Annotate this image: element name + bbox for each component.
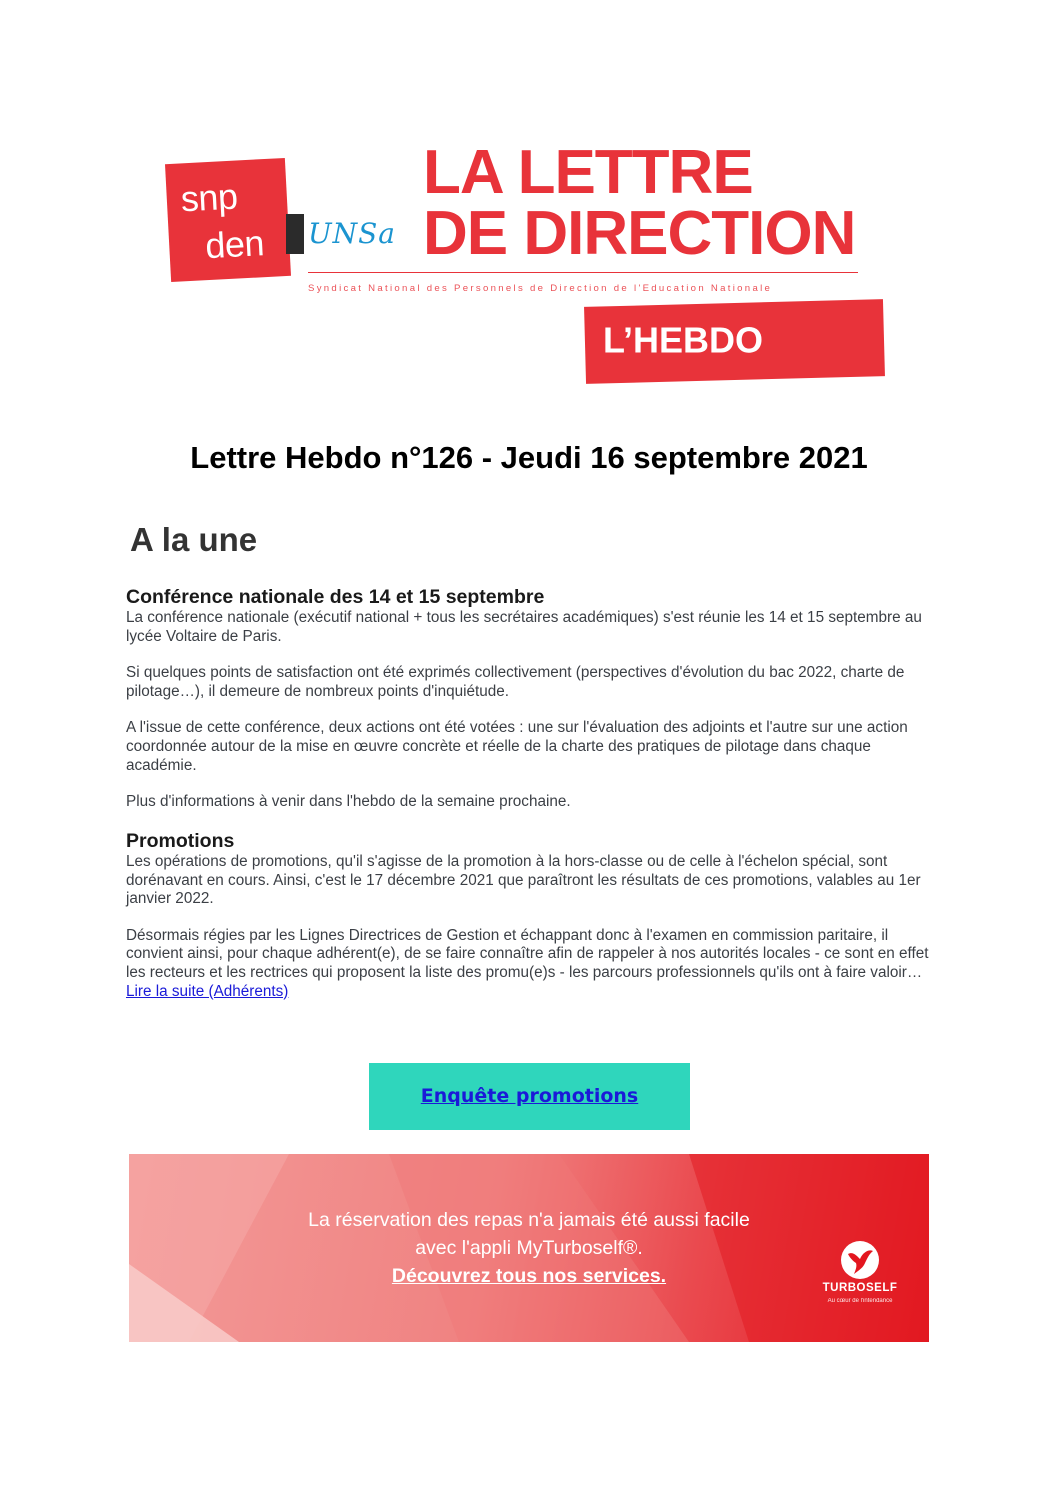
section-title: A la une: [130, 521, 258, 558]
newsletter-header: [0, 0, 1058, 400]
banner-message: [129, 1206, 929, 1290]
article-conference: [126, 585, 936, 830]
issue-title: Lettre Hebdo n°126 - Jeudi 16 septembre 2021: [190, 440, 868, 475]
article-paragraph: A l'issue de cette conférence, deux actions ont été votées : une sur l'évaluation des adjoints et l'autre sur une action coordonnée autour de la mise en œuvre concrète et réelle de la charte des pratiques de pilotage dans chaque académie.: [126, 719, 908, 774]
article-paragraph: La conférence nationale (exécutif national + tous les secrétaires académiques) s'est réunie les 14 et 15 septembre au lycée Voltaire de Paris.: [126, 609, 922, 645]
article-paragraph: Si quelques points de satisfaction ont été exprimés collectivement (perspectives d'évolution du bac 2022, charte de pilotage…), il demeure de nombreux points d'inquiétude.: [126, 664, 905, 700]
survey-promotions-label[interactable]: Enquête promotions: [420, 1085, 639, 1107]
masthead-divider: [308, 272, 858, 273]
unsa-logo-dark-block: [286, 214, 304, 254]
logo-line-1: snp: [179, 175, 239, 220]
turboself-ad-banner[interactable]: [129, 1154, 929, 1342]
article-paragraph-with-link: [126, 927, 936, 1001]
turboself-brand: TURBOSELF: [822, 1282, 898, 1294]
hummingbird-icon: [839, 1240, 881, 1280]
article-title: Promotions: [126, 830, 235, 852]
unsa-logo: [286, 214, 400, 254]
article-paragraph-text: Désormais régies par les Lignes Directrices de Gestion et échappant donc à l'examen en commission paritaire, il convient ainsi, pour chaque adhérent(e), de se faire connaître afin de rappeler à nos autorités locales - ce sont en effet les recteurs et les rectrices qui proposent la liste des promu(e)s - les parcours professionnels qu'ils ont à faire valoir…: [126, 926, 929, 981]
banner-line-2: avec l'appli MyTurboself®.: [415, 1237, 643, 1259]
masthead-line-2: DE DIRECTION: [423, 199, 856, 268]
turboself-tagline: Au cœur de l'intendance: [827, 1298, 893, 1304]
banner-line-1: La réservation des repas n'a jamais été aussi facile: [308, 1209, 750, 1231]
masthead-subtitle: Syndicat National des Personnels de Direction de l'Education Nationale: [308, 283, 773, 294]
unsa-logo-text: UNSa: [308, 217, 396, 250]
snpden-logo: [165, 158, 291, 282]
article-promotions: [126, 829, 936, 1019]
article-paragraph: Plus d'informations à venir dans l'hebdo de la semaine prochaine.: [126, 793, 571, 811]
hebdo-badge-label: L’HEBDO: [602, 319, 763, 361]
masthead-line-1: LA LETTRE: [423, 138, 753, 207]
survey-promotions-button[interactable]: [369, 1063, 690, 1130]
hebdo-badge: [584, 299, 885, 384]
article-paragraph: Les opérations de promotions, qu'il s'agisse de la promotion à la hors-classe ou de celle à l'échelon spécial, sont dorénavant en cours. Ainsi, c'est le 17 décembre 2021 que paraîtront les résultats de ces promotions, valables au 1er janvier 2022.: [126, 853, 921, 908]
read-more-link[interactable]: Lire la suite (Adhérents): [126, 982, 289, 1000]
banner-discover-link[interactable]: Découvrez tous nos services.: [391, 1265, 667, 1287]
logo-line-2: den: [204, 222, 265, 267]
article-title: Conférence nationale des 14 et 15 septembre: [126, 586, 545, 608]
